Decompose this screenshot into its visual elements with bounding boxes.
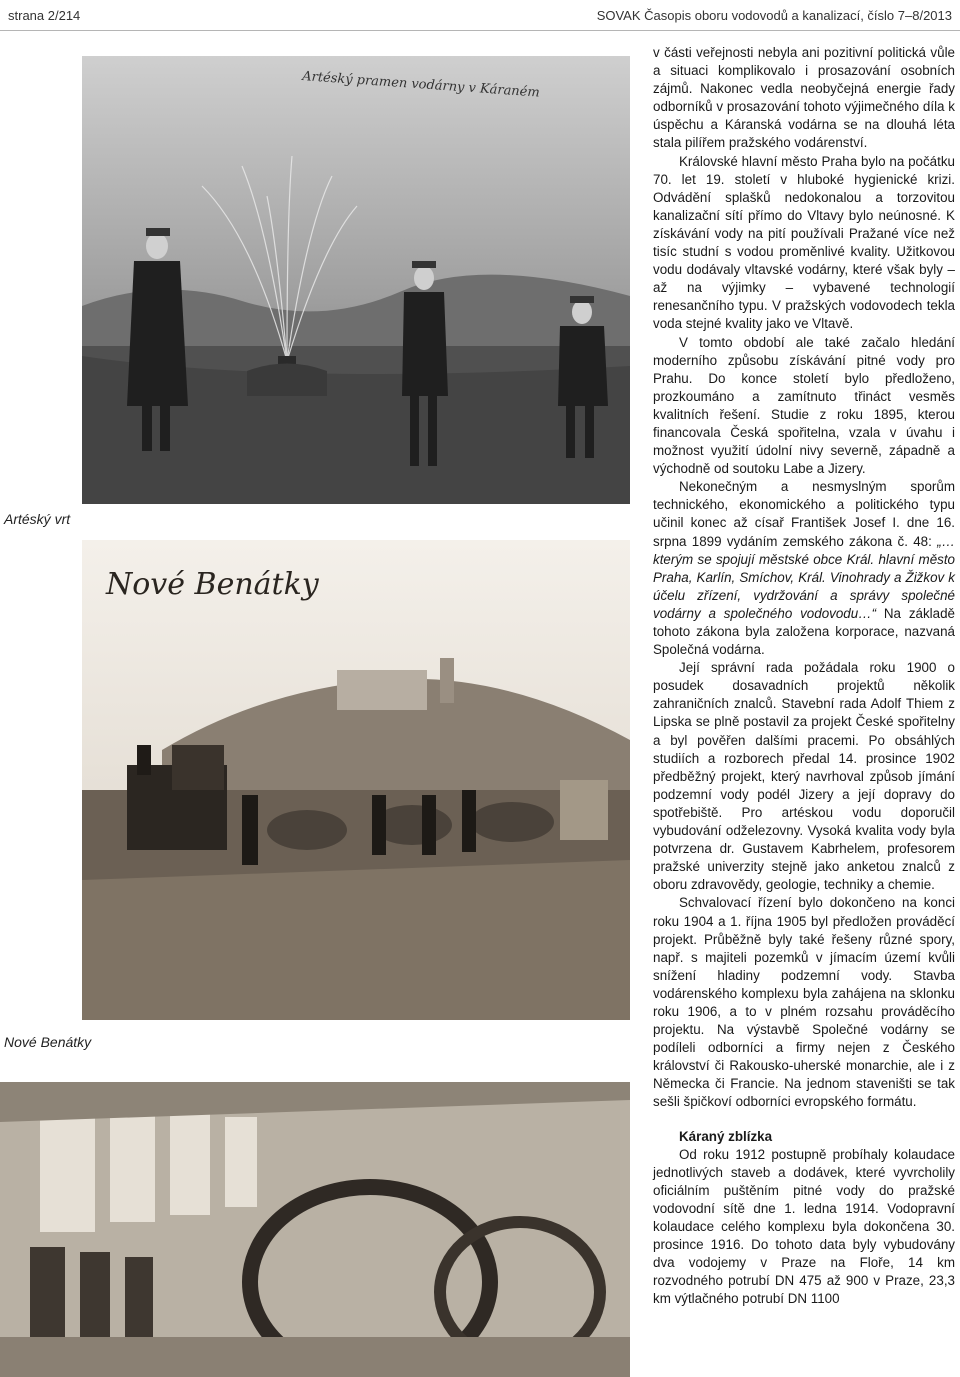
- page-header: [0, 0, 960, 34]
- handwritten-title-benatky: Nové Benátky: [106, 567, 319, 602]
- page-number: strana 2/214: [8, 8, 81, 23]
- article-paragraph: V tomto období ale také začalo hledání moderního způsobu získávání pitné vody pro Prahu. Do konce století bylo předloženo, prozkoumáno a zamítnuto třináct vesměs kvalitních řešení. Studie z roku 1895, kterou financovala Česká spořitelna, vzala v úvahu i možnost využití údolní nivy severně, západně a východně od soutoku Labe a Jizery.: [653, 334, 955, 477]
- pump-hall-photo: [0, 1082, 630, 1377]
- caption-artesian-well: Artéský vrt: [4, 511, 71, 527]
- article-column: [653, 44, 955, 1308]
- nove-benatky-photo: [82, 540, 630, 1020]
- journal-title: SOVAK Časopis oboru vodovodů a kanalizací, číslo 7–8/2013: [596, 8, 952, 23]
- article-paragraph: Její správní rada požádala roku 1900 o posudek dosavadních projektů několik zahraničních znalců. Stavební rada Adolf Thiem z Lipska se plně postavil za projekt České spořitelny a byl pověřen dalšími pracemi. Po obsáhlých studiích a rozborech předal 14. prosince 1902 předběžný projekt, který navrhoval způsob jímání podzemní vody podél Jizery a její dopravy do spotřebiště. Pro artéskou vodu doporučil vybudování odželezovny. Vysoká kvalita vody byla potvrzena dr. Gustavem Kabrhelem, profesorem pražské univerzity stejně jako anketou znalců z oboru zdravovědy, geologie, techniky a chemie.: [653, 660, 955, 893]
- header-rule: [0, 30, 960, 31]
- handwritten-note-well: Artéský pramen vodárny v Káraném: [301, 69, 541, 101]
- law-quote: „…kterým se spojují městské obce Král. hlavní město Praha, Karlín, Smíchov, Král. Vinohrady a Žižkov k účelu zřízení, vydržování a správy společné vodárny a společného vodovodu…“: [653, 533, 955, 621]
- section-heading: Káraný zblízka: [679, 1128, 773, 1144]
- article-paragraph: Od roku 1912 postupně probíhaly kolaudace jednotlivých staveb a dodávek, které vyvrcholily oficiálním puštěním pitné vody do pražské vodovodní sítě dne 1. ledna 1914. Vodopravní kolaudace celého komplexu byla dokončena 30. prosince 1916. Do tohoto data byly vybudovány dva vodojemy v Praze na Floře, 14 km rozvodného potrubí DN 475 až 900 v Praze, 23,3 km výtlačného potrubí DN 1100: [653, 1146, 955, 1307]
- article-paragraph: v části veřejnosti nebyla ani pozitivní politická vůle a situaci komplikovalo i prosazování osobních zájmů. Nakonec vedla neobyčejná energie řady odborníků v prosazování tohoto výjimečného díla k úspěchu a Káranská vodárna se na dlouhá léta stala pilířem pražského vodárenství.: [653, 45, 955, 151]
- article-paragraph: [653, 478, 955, 659]
- text-run: Nekonečným a nesmyslným sporům technického, ekonomického a politického typu učinil konec až císař František Josef I. dne 16. srpna 1899 vydáním zemského zákona č. 48:: [653, 479, 955, 549]
- caption-nove-benatky: Nové Benátky: [4, 1034, 92, 1050]
- artesian-well-photo: [82, 56, 630, 504]
- text-run: Na základě tohoto zákona byla založena korporace, nazvaná Společná vodárna.: [653, 605, 956, 658]
- article-paragraph: Královské hlavní město Praha bylo na počátku 70. let 19. století v hluboké hygienické krizi. Odvádění splašků nedokonalou a torzovitou kanalizační sítí přímo do Vltavy bylo neúnosné. K získávání vody na pití používali Pražané více než tisíc studní s vodou proměnlivé kvality. Užitkovou vodu dodávaly vltavské vodárny, které však byly – až na výjimky – vybavené technologií renesančního typu. V pražských vodovodech tekla voda stejné kvality jako ve Vltavě.: [653, 153, 955, 332]
- article-paragraph: Schvalovací řízení bylo dokončeno na konci roku 1904 a 1. října 1905 byl předložen prováděcí projekt. Průběžně byly také řešeny různé spory, např. s majiteli pozemků v jímacím území kvůli snížení hladiny podzemní vody. Stavba vodárenského komplexu byla zahájena na sklonku roku 1906, a to v plném rozsahu prováděcího projektu. Na výstavbě Společné vodárny se podíleli odborníci a firmy nejen z Českého království či Rakousko-uherské monarchie, ale i z Německa či Francie. Na jednom staveništi se tak sešli špičkoví odborníci evropského formátu.: [653, 895, 955, 1110]
